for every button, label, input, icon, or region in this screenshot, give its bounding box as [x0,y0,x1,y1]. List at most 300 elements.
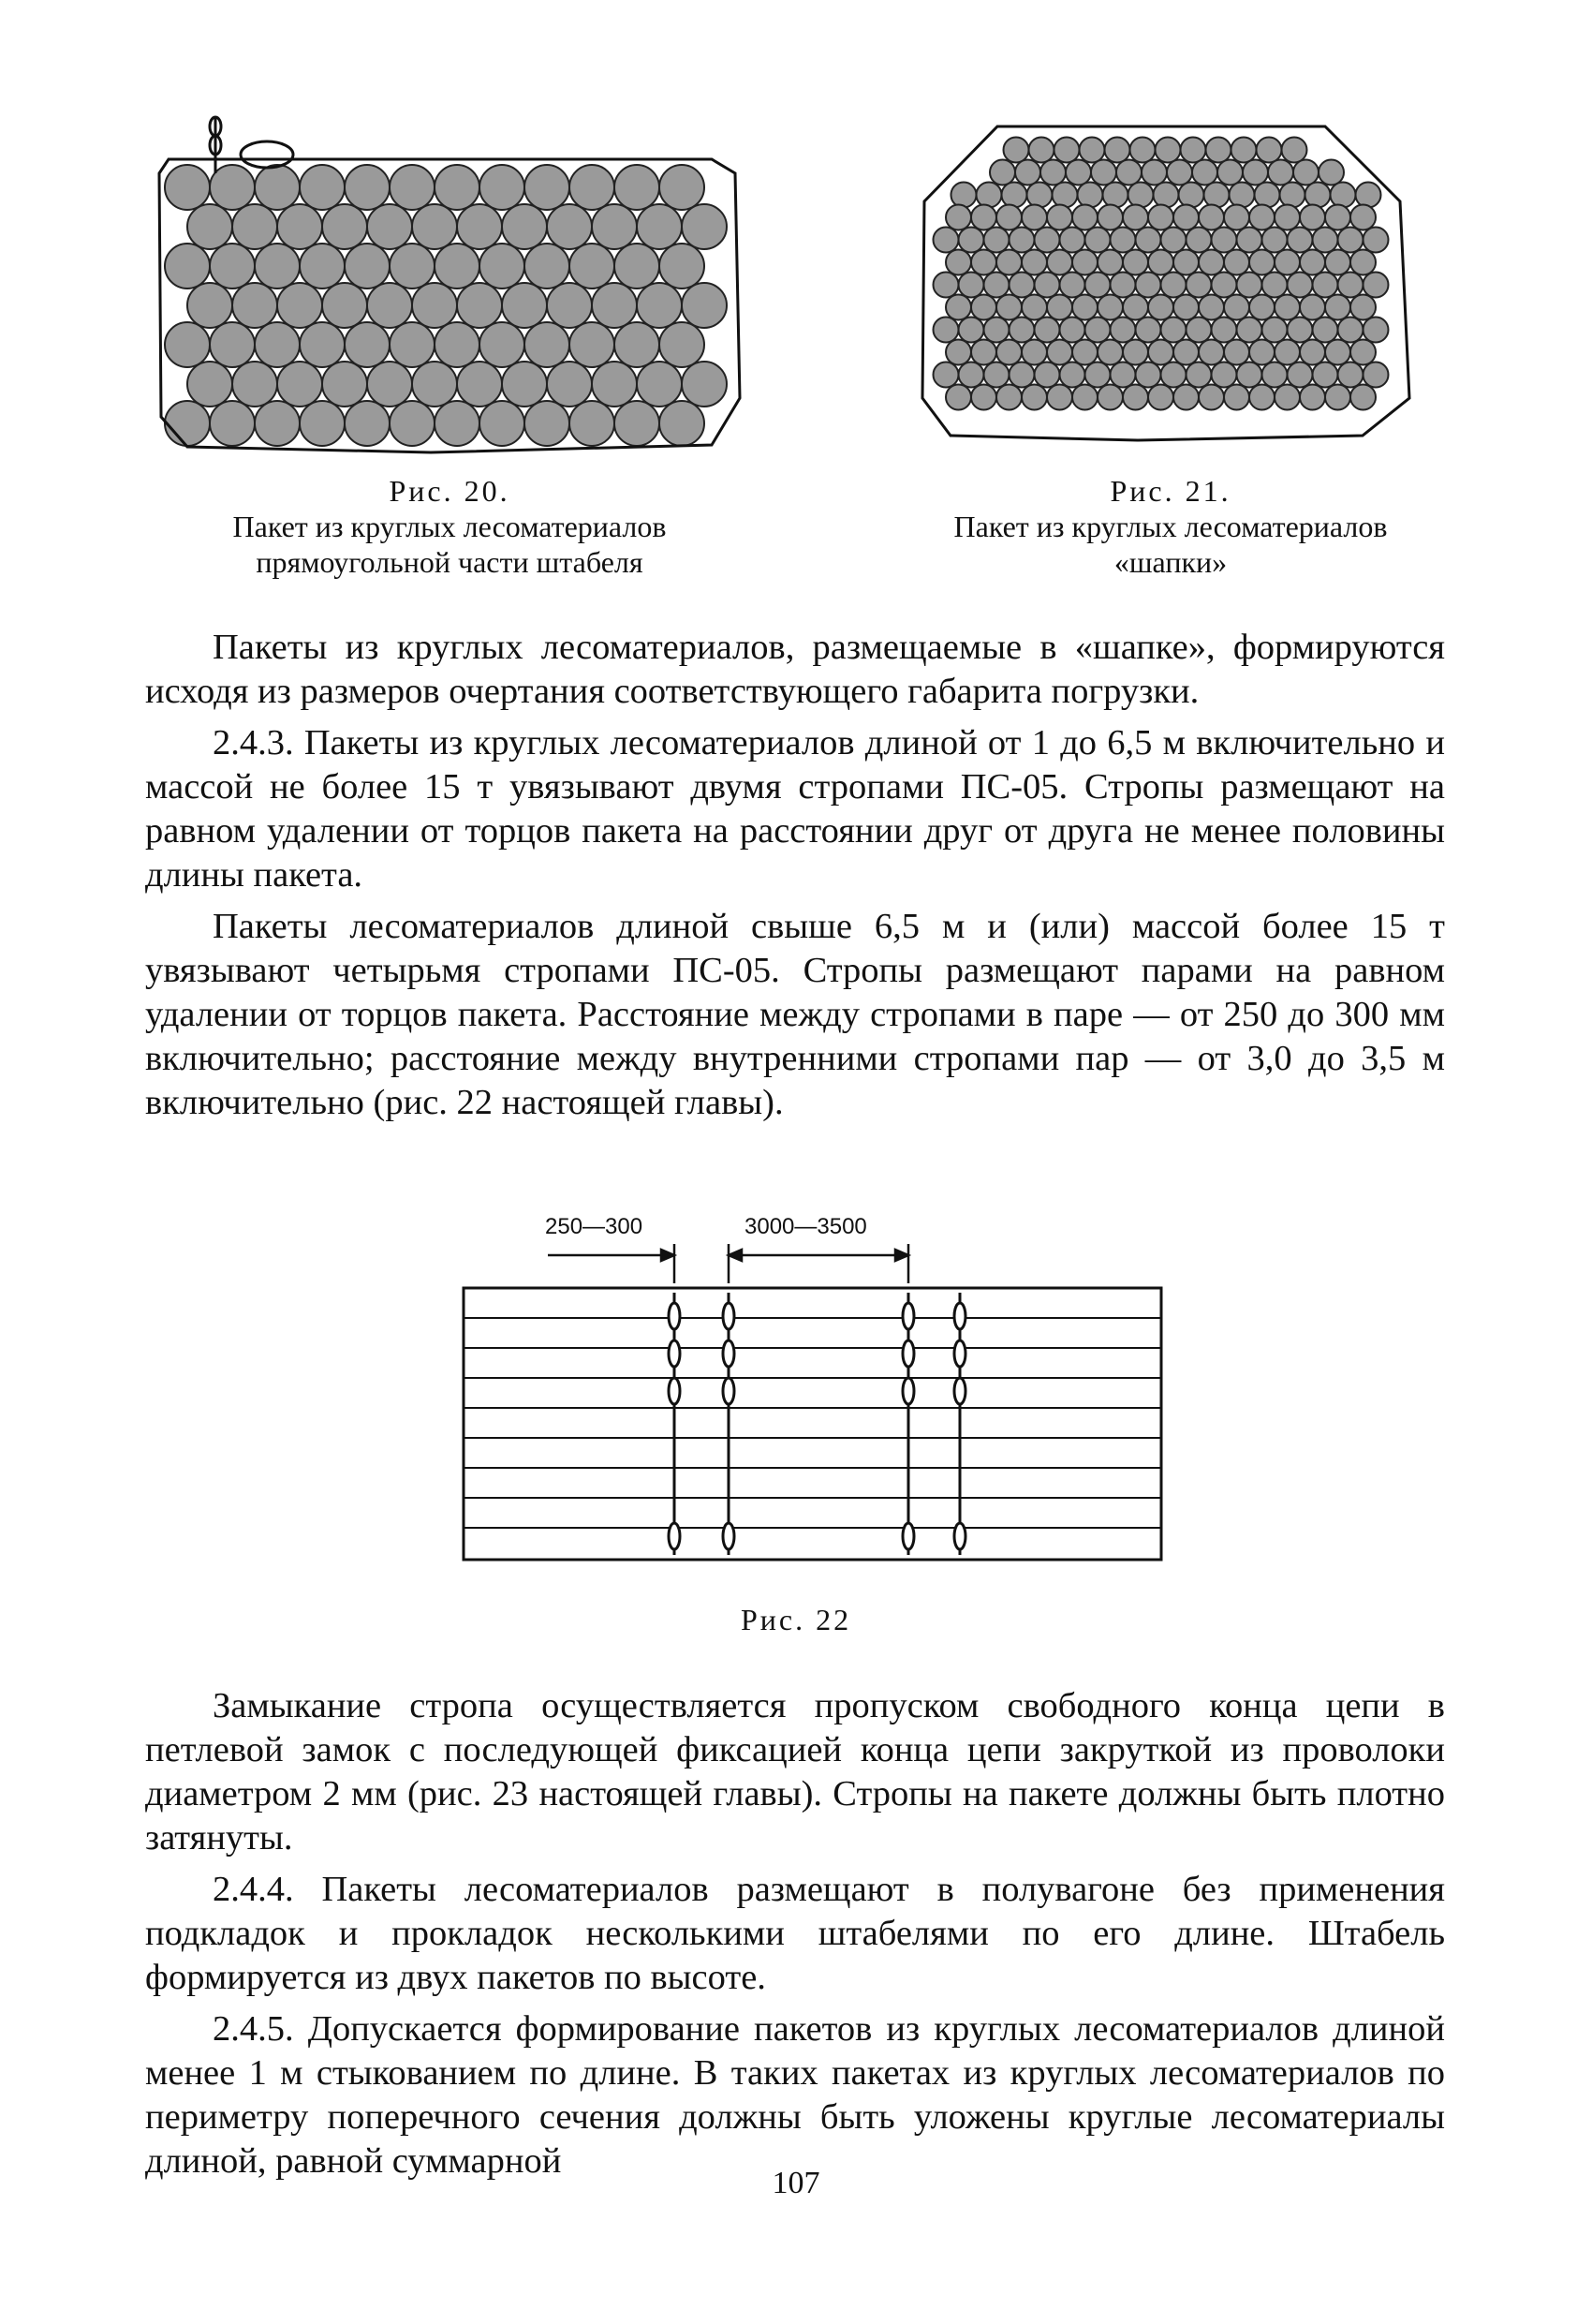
log-cross-section [1054,138,1080,163]
log-cross-section [457,204,502,249]
log-cross-section [951,183,977,208]
log-cross-section [367,204,412,249]
log-cross-section [946,295,971,320]
log-cross-section [277,362,322,407]
log-cross-section [232,204,277,249]
figure-20-caption [150,473,749,580]
fig20-logs [165,165,727,446]
log-cross-section [1212,363,1237,388]
log-cross-section [1035,363,1060,388]
log-cross-section [569,322,614,367]
log-cross-section [971,295,996,320]
log-cross-section [1325,205,1350,230]
log-cross-section [682,283,727,328]
log-cross-section [1173,205,1199,230]
log-cross-section [1072,385,1098,410]
log-cross-section [255,165,300,210]
sling [954,1293,966,1555]
log-cross-section [1350,385,1376,410]
log-cross-section [1212,228,1237,253]
log-cross-section [1187,228,1212,253]
log-cross-section [1161,228,1187,253]
figure-20-caption-line2: прямоугольной части штабеля [256,545,643,579]
paragraph: 2.4.5. Допускается формирование пакетов из круглых лесоматериалов длиной менее 1 м стыкованием по длине. В таких пакетах из круглых лесоматериалов по периметру поперечного сечения должны быть уложены круглые лесоматериалы длиной, равной суммарной [145,2009,1445,2181]
log-cross-section [1098,250,1123,275]
log-cross-section [435,401,479,446]
log-cross-section [1224,250,1249,275]
log-cross-section [1173,295,1199,320]
log-cross-section [277,204,322,249]
fig22-log-lines [464,1318,1161,1528]
log-cross-section [435,165,479,210]
paragraph: Замыкание стропа осуществляется пропуском свободного конца цепи в петлевой замок с последующей фиксацией конца цепи закруткой из проволоки диаметром 2 мм (рис. 23 настоящей главы). Стропы на пакете должны быть плотно затянуты. [145,1686,1445,1858]
log-cross-section [971,340,996,365]
log-cross-section [547,362,592,407]
log-cross-section [1249,385,1275,410]
paragraph: Пакеты лесоматериалов длиной свыше 6,5 м и (или) массой более 15 т увязывают четырьмя стропами ПС-05. Стропы размещают парами на равном удалении от торцов пакета. Расстояние между стропами в паре — от 250 до 300 мм включительно; расстояние между внутренними стропами пар — от 3,0 до 3,5 м включительно (рис. 22 настоящей главы). [145,907,1445,1122]
log-cross-section [1268,160,1293,185]
log-cross-section [479,165,524,210]
log-cross-section [1288,273,1313,298]
log-cross-section [1148,385,1173,410]
figure-20-rectangular-package [150,108,749,464]
log-cross-section [1325,295,1350,320]
log-cross-section [1350,295,1376,320]
log-cross-section [1015,160,1040,185]
log-cross-section [277,283,322,328]
log-cross-section [1148,250,1173,275]
log-cross-section [569,401,614,446]
log-cross-section [1047,250,1072,275]
log-cross-section [502,362,547,407]
log-cross-section [659,244,704,289]
log-cross-section [1035,228,1060,253]
log-cross-section [659,322,704,367]
log-cross-section [984,228,1010,253]
log-cross-section [1262,318,1288,343]
log-cross-section [1066,160,1091,185]
log-cross-section [1136,273,1161,298]
log-cross-section [1249,340,1275,365]
log-cross-section [547,204,592,249]
log-cross-section [1249,250,1275,275]
log-cross-section [300,165,345,210]
log-cross-section [1305,183,1331,208]
log-cross-section [1275,205,1300,230]
log-cross-section [1224,340,1249,365]
log-cross-section [934,228,959,253]
log-cross-section [1060,363,1085,388]
log-cross-section [1338,273,1364,298]
log-cross-section [1199,205,1224,230]
log-cross-section [1300,205,1325,230]
log-cross-section [1249,205,1275,230]
log-cross-section [322,283,367,328]
log-cross-section [1078,183,1103,208]
log-cross-section [345,165,390,210]
log-cross-section [1123,385,1148,410]
log-cross-section [390,244,435,289]
log-cross-section [165,244,210,289]
fig22-dim-label-right: 3000—3500 [744,1214,867,1239]
log-cross-section [1072,295,1098,320]
log-cross-section [210,401,255,446]
log-cross-section [524,322,569,367]
log-cross-section [1280,183,1305,208]
log-cross-section [322,362,367,407]
log-cross-section [300,401,345,446]
figure-21-caption-line2: «шапки» [1113,545,1228,579]
log-cross-section [390,165,435,210]
log-cross-section [1072,205,1098,230]
log-cross-section [1047,385,1072,410]
log-cross-section [345,401,390,446]
log-cross-section [1300,340,1325,365]
log-cross-section [1300,250,1325,275]
log-cross-section [614,244,659,289]
log-cross-section [971,385,996,410]
log-cross-section [1262,363,1288,388]
log-cross-section [524,401,569,446]
log-cross-section [1022,340,1047,365]
log-cross-section [1123,340,1148,365]
log-cross-section [1035,273,1060,298]
paragraph: 2.4.4. Пакеты лесоматериалов размещают в полувагоне без применения подкладок и прокладок несколькими штабелями по его длине. Штабель формируется из двух пакетов по высоте. [145,1870,1445,1997]
log-cross-section [255,244,300,289]
log-cross-section [1237,318,1262,343]
log-cross-section [1173,385,1199,410]
log-cross-section [1161,273,1187,298]
log-cross-section [614,322,659,367]
text-block-top [145,626,1445,1132]
log-cross-section [1300,385,1325,410]
log-cross-section [187,362,232,407]
log-cross-section [1338,228,1364,253]
log-cross-section [1187,363,1212,388]
log-cross-section [1010,363,1035,388]
log-cross-section [367,362,412,407]
log-cross-section [1179,183,1204,208]
log-cross-section [232,283,277,328]
log-cross-section [1217,160,1243,185]
log-cross-section [1027,183,1053,208]
log-cross-section [1085,363,1111,388]
log-cross-section [457,283,502,328]
log-cross-section [1350,340,1376,365]
log-cross-section [1350,205,1376,230]
log-cross-section [1204,183,1230,208]
log-cross-section [1275,295,1300,320]
log-cross-section [1262,273,1288,298]
log-cross-section [1060,273,1085,298]
fig22-package-outline [464,1288,1161,1560]
paragraph: Пакеты из круглых лесоматериалов, размещаемые в «шапке», формируются исходя из размеров очертания соответствующего габарита погрузки. [145,628,1445,711]
log-cross-section [479,401,524,446]
log-cross-section [984,363,1010,388]
fig21-logs [934,138,1389,410]
log-cross-section [1022,250,1047,275]
log-cross-section [1002,183,1027,208]
log-cross-section [996,250,1022,275]
log-cross-section [1085,318,1111,343]
log-cross-section [1010,228,1035,253]
log-cross-section [1123,250,1148,275]
log-cross-section [1154,183,1179,208]
log-cross-section [547,283,592,328]
log-cross-section [1098,205,1123,230]
log-cross-section [1257,138,1282,163]
log-cross-section [1111,318,1136,343]
log-cross-section [165,165,210,210]
log-cross-section [1212,318,1237,343]
log-cross-section [1199,250,1224,275]
log-cross-section [187,283,232,328]
log-cross-section [1364,228,1389,253]
figure-21-cap-package [913,112,1419,450]
log-cross-section [1275,385,1300,410]
log-cross-section [959,273,984,298]
log-cross-section [659,401,704,446]
log-cross-section [1022,295,1047,320]
log-cross-section [996,205,1022,230]
log-cross-section [934,363,959,388]
log-cross-section [412,283,457,328]
text-block-bottom [145,1684,1445,2191]
log-cross-section [1123,205,1148,230]
log-cross-section [682,362,727,407]
log-cross-section [1085,228,1111,253]
log-cross-section [1128,183,1154,208]
log-cross-section [946,385,971,410]
log-cross-section [971,250,996,275]
log-cross-section [934,318,959,343]
log-cross-section [435,244,479,289]
log-cross-section [1047,205,1072,230]
log-cross-section [1040,160,1066,185]
log-cross-section [457,362,502,407]
log-cross-section [1364,273,1389,298]
log-cross-section [1325,340,1350,365]
log-cross-section [977,183,1002,208]
log-cross-section [592,283,637,328]
log-cross-section [1116,160,1142,185]
log-cross-section [479,244,524,289]
log-cross-section [1010,273,1035,298]
log-cross-section [1156,138,1181,163]
figure-22-sling-layout [450,1236,1180,1574]
log-cross-section [1199,340,1224,365]
log-cross-section [502,283,547,328]
sling [669,1293,680,1555]
log-cross-section [984,318,1010,343]
log-cross-section [1098,295,1123,320]
log-cross-section [1035,318,1060,343]
paragraph: 2.4.3. Пакеты из круглых лесоматериалов длиной от 1 до 6,5 м включительно и массой не более 15 т увязывают двумя стропами ПС-05. Стропы размещают на равном удалении от торцов пакета на расстоянии друг от друга не менее половины длины пакета. [145,723,1445,895]
fig20-sling-lock [241,141,293,168]
log-cross-section [592,362,637,407]
log-cross-section [1338,318,1364,343]
log-cross-section [1288,363,1313,388]
log-cross-section [524,165,569,210]
figure-22-label: Рис. 22 [740,1603,852,1636]
log-cross-section [210,322,255,367]
log-cross-section [946,340,971,365]
log-cross-section [1255,183,1280,208]
log-cross-section [1053,183,1078,208]
log-cross-section [1325,250,1350,275]
log-cross-section [1282,138,1307,163]
log-cross-section [1275,340,1300,365]
log-cross-section [367,283,412,328]
log-cross-section [1072,250,1098,275]
log-cross-section [971,205,996,230]
log-cross-section [1325,385,1350,410]
log-cross-section [934,273,959,298]
log-cross-section [1060,318,1085,343]
log-cross-section [1010,318,1035,343]
log-cross-section [996,340,1022,365]
log-cross-section [322,204,367,249]
log-cross-section [1231,138,1257,163]
log-cross-section [390,322,435,367]
log-cross-section [165,322,210,367]
log-cross-section [1313,273,1338,298]
log-cross-section [1187,273,1212,298]
log-cross-section [1080,138,1105,163]
log-cross-section [345,244,390,289]
page-number: 107 [772,2166,820,2200]
log-cross-section [1262,228,1288,253]
log-cross-section [592,204,637,249]
figure-20-label: Рис. 20. [389,474,510,508]
log-cross-section [390,401,435,446]
log-cross-section [524,244,569,289]
log-cross-section [990,160,1015,185]
log-cross-section [1123,295,1148,320]
log-cross-section [1181,138,1206,163]
log-cross-section [255,401,300,446]
log-cross-section [1319,160,1344,185]
log-cross-section [1288,318,1313,343]
log-cross-section [1047,340,1072,365]
figure-20-caption-line1: Пакет из круглых лесоматериалов [232,510,667,543]
fig22-slings [669,1293,966,1555]
log-cross-section [637,362,682,407]
log-cross-section [1161,318,1187,343]
log-cross-section [1300,295,1325,320]
log-cross-section [300,244,345,289]
log-cross-section [1275,250,1300,275]
log-cross-section [412,204,457,249]
log-cross-section [1111,273,1136,298]
log-cross-section [959,363,984,388]
log-cross-section [1161,363,1187,388]
log-cross-section [412,362,457,407]
log-cross-section [1111,228,1136,253]
log-cross-section [637,283,682,328]
log-cross-section [1098,385,1123,410]
log-cross-section [946,205,971,230]
log-cross-section [1313,318,1338,343]
log-cross-section [1187,318,1212,343]
log-cross-section [682,204,727,249]
log-cross-section [1230,183,1255,208]
log-cross-section [1356,183,1381,208]
log-cross-section [435,322,479,367]
log-cross-section [1173,250,1199,275]
log-cross-section [1293,160,1319,185]
log-cross-section [984,273,1010,298]
sling [903,1293,914,1555]
log-cross-section [1022,385,1047,410]
figure-22-caption [656,1602,936,1637]
log-cross-section [1364,363,1389,388]
log-cross-section [996,385,1022,410]
log-cross-section [1173,340,1199,365]
figure-21-caption-line1: Пакет из круглых лесоматериалов [953,510,1388,543]
log-cross-section [1098,340,1123,365]
log-cross-section [479,322,524,367]
log-cross-section [1142,160,1167,185]
log-cross-section [165,401,210,446]
figure-21-label: Рис. 21. [1110,474,1231,508]
log-cross-section [1224,295,1249,320]
log-cross-section [1136,228,1161,253]
log-cross-section [1224,205,1249,230]
log-cross-section [1288,228,1313,253]
log-cross-section [300,322,345,367]
log-cross-section [1004,138,1029,163]
log-cross-section [1148,340,1173,365]
log-cross-section [1364,318,1389,343]
log-cross-section [1091,160,1116,185]
log-cross-section [1103,183,1128,208]
log-cross-section [210,244,255,289]
log-cross-section [996,295,1022,320]
log-cross-section [1313,228,1338,253]
log-cross-section [614,401,659,446]
log-cross-section [1206,138,1231,163]
fig22-dim-label-left: 250—300 [545,1214,643,1239]
log-cross-section [959,318,984,343]
log-cross-section [614,165,659,210]
log-cross-section [1237,228,1262,253]
log-cross-section [569,165,614,210]
log-cross-section [1237,273,1262,298]
log-cross-section [1111,363,1136,388]
log-cross-section [1022,205,1047,230]
log-cross-section [1199,385,1224,410]
log-cross-section [1136,318,1161,343]
log-cross-section [1136,363,1161,388]
log-cross-section [1105,138,1130,163]
log-cross-section [1331,183,1356,208]
log-cross-section [1243,160,1268,185]
log-cross-section [1249,295,1275,320]
log-cross-section [1212,273,1237,298]
figure-21-caption [843,473,1498,580]
log-cross-section [1029,138,1054,163]
log-cross-section [502,204,547,249]
log-cross-section [1130,138,1156,163]
log-cross-section [187,204,232,249]
log-cross-section [1167,160,1192,185]
log-cross-section [659,165,704,210]
log-cross-section [1047,295,1072,320]
log-cross-section [959,228,984,253]
log-cross-section [1338,363,1364,388]
log-cross-section [1085,273,1111,298]
